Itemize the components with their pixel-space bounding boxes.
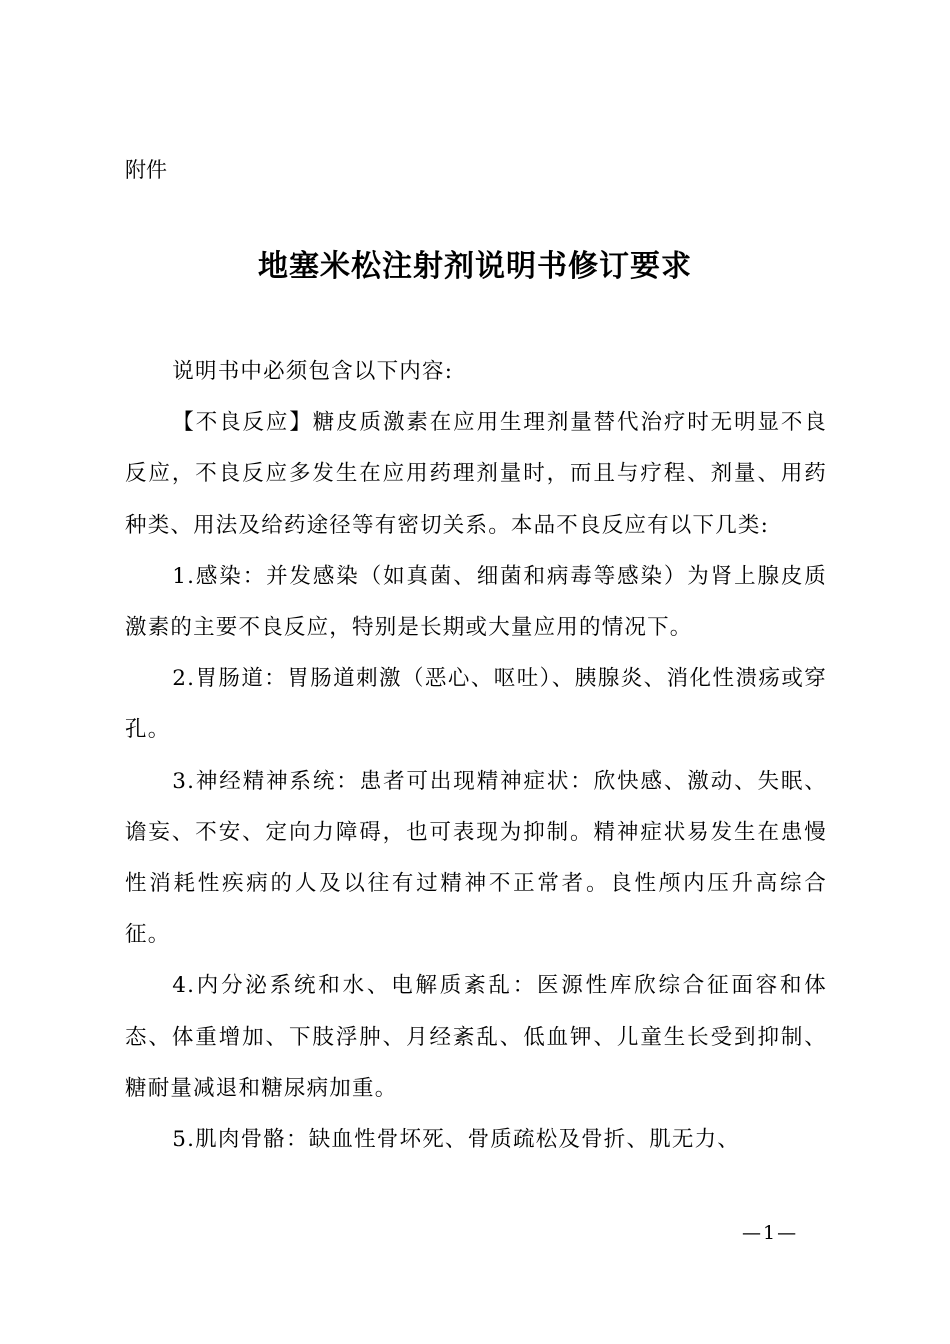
endocrine-paragraph: 4.内分泌系统和水、电解质紊乱：医源性库欣综合征面容和体态、体重增加、下肢浮肿、月经紊乱、低血钾、儿童生长受到抑制、糖耐量减退和糖尿病加重。 xyxy=(125,973,827,1101)
gastrointestinal-paragraph: 2.胃肠道：胃肠道刺激（恶心、呕吐）、胰腺炎、消化性溃疡或穿孔。 xyxy=(125,666,827,743)
document-body xyxy=(125,346,827,1165)
attachment-label: 附件 xyxy=(125,158,167,182)
musculoskeletal-paragraph: 5.肌肉骨骼：缺血性骨坏死、骨质疏松及骨折、肌无力、 xyxy=(172,1127,741,1153)
adverse-reactions-paragraph: 【不良反应】糖皮质激素在应用生理剂量替代治疗时无明显不良反应，不良反应多发生在应用药理剂量时，而且与疗程、剂量、用药种类、用法及给药途径等有密切关系。本品不良反应有以下几类: xyxy=(125,410,827,538)
page-number: —1— xyxy=(742,1222,799,1244)
infection-paragraph: 1.感染：并发感染（如真菌、细菌和病毒等感染）为肾上腺皮质激素的主要不良反应，特别是长期或大量应用的情况下。 xyxy=(125,563,827,641)
document-title: 地塞米松注射剂说明书修订要求 xyxy=(258,249,692,284)
intro-paragraph: 说明书中必须包含以下内容: xyxy=(172,359,454,384)
neuropsychiatric-paragraph: 3.神经精神系统：患者可出现精神症状：欣快感、激动、失眠、谵妄、不安、定向力障碍，也可表现为抑制。精神症状易发生在患慢性消耗性疾病的人及以往有过精神不正常者。良性颅内压升高综合征。 xyxy=(125,768,827,948)
